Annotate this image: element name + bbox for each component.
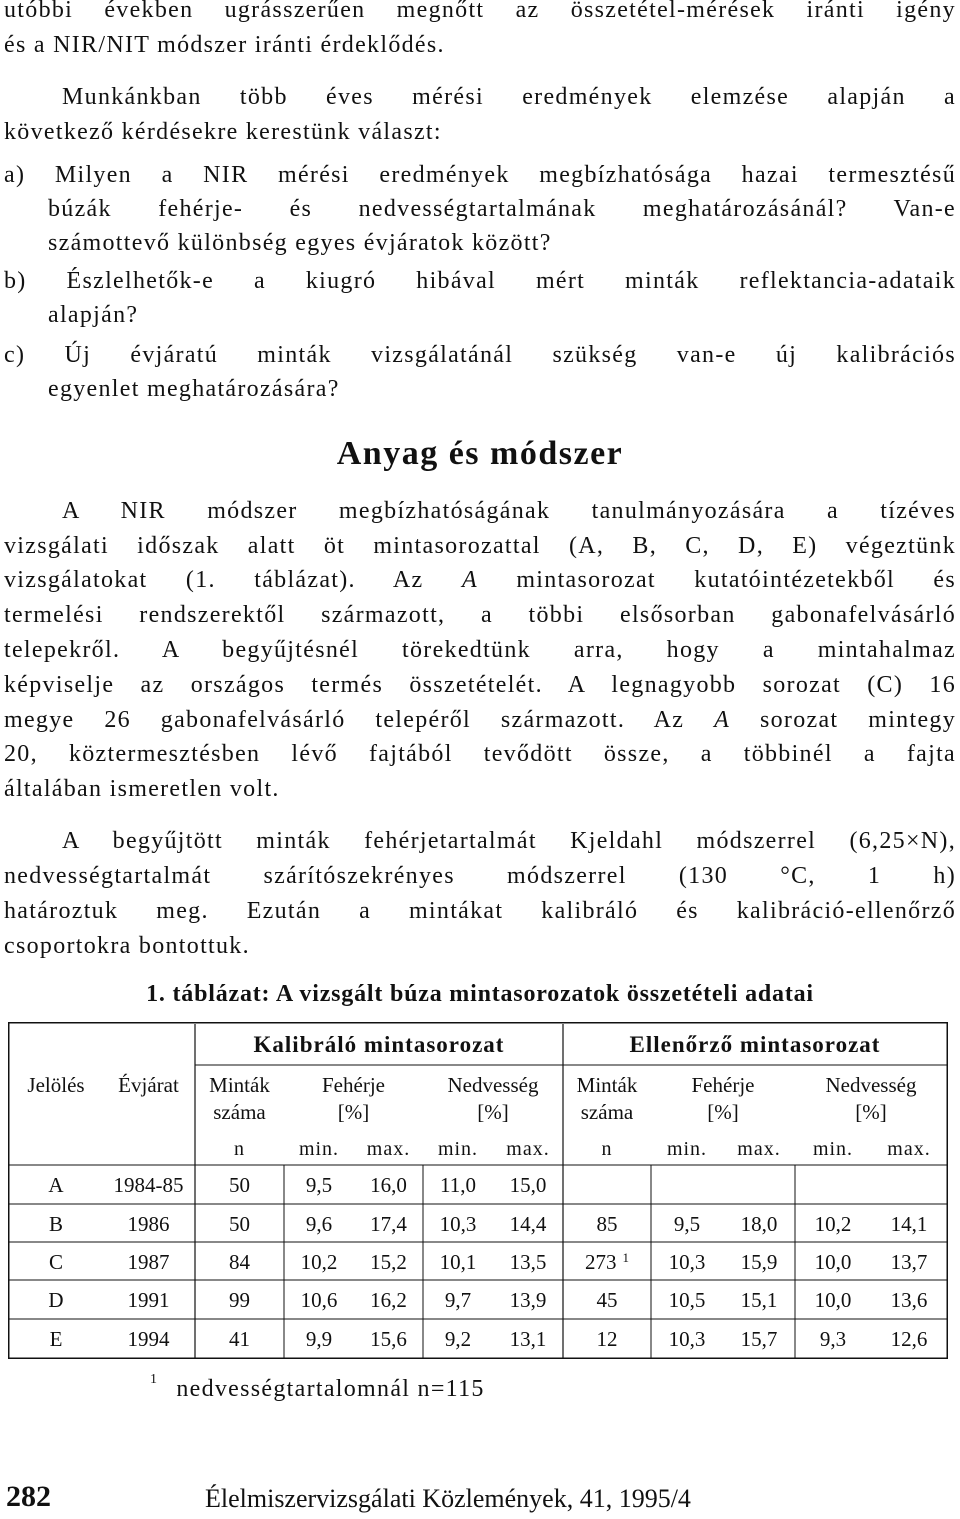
cell-jeloles xyxy=(10,1286,102,1314)
col-header-szama: száma xyxy=(580,1100,634,1124)
table-footnote xyxy=(150,1372,485,1403)
cell-calib-moisture-min xyxy=(423,1286,493,1314)
sub-header-min: min. xyxy=(666,1138,708,1160)
cell-value: 85 xyxy=(596,1212,618,1236)
col-header-nedvesseg-unit: [%] xyxy=(477,1100,509,1124)
cell-calib-protein-max xyxy=(354,1210,423,1238)
cell-value: 10,3 xyxy=(668,1250,706,1274)
cell-calib-moisture-max xyxy=(493,1325,563,1353)
cell-jeloles xyxy=(10,1210,102,1238)
cell-calib-moisture-min xyxy=(423,1171,493,1199)
cell-value: 15,6 xyxy=(370,1327,407,1351)
col-header-jeloles: Jelölés xyxy=(27,1073,85,1097)
footnote-ref: 1 xyxy=(622,1250,629,1265)
cell-calib-protein-max xyxy=(354,1325,423,1353)
cell-value: 273 xyxy=(585,1250,617,1274)
cell-value: 41 xyxy=(229,1327,250,1351)
cell-value: 99 xyxy=(229,1288,250,1312)
cell-value: 15,0 xyxy=(509,1173,547,1197)
cell-calib-n xyxy=(195,1248,284,1276)
cell-value: 16,0 xyxy=(370,1173,407,1197)
sub-header-max: max. xyxy=(366,1138,411,1160)
cell-value: 13,5 xyxy=(509,1250,547,1274)
paragraph-line: csoportokra bontottuk. xyxy=(4,933,250,959)
series-a-italic: A xyxy=(461,567,478,593)
cell-calib-protein-min xyxy=(284,1210,354,1238)
body-text-line: Munkánkban több éves mérési eredmények elemzése alapján a xyxy=(62,84,956,110)
cell-valid-protein-min xyxy=(651,1248,723,1276)
paragraph-text: sorozat mintegy xyxy=(759,707,957,733)
cell-valid-n xyxy=(563,1325,651,1353)
col-header-nedvesseg: Nedvesség xyxy=(447,1073,539,1097)
cell-value: 10,6 xyxy=(300,1288,338,1312)
cell-calib-moisture-min xyxy=(423,1210,493,1238)
question-a-line: számottevő különbség egyes évjáratok között? xyxy=(48,230,552,256)
cell-value: 9,3 xyxy=(819,1327,847,1351)
cell-valid-moisture-min xyxy=(795,1325,871,1353)
cell-value: E xyxy=(49,1327,63,1351)
col-header-szama: száma xyxy=(213,1100,266,1124)
section-heading: Anyag és módszer xyxy=(336,435,624,472)
sub-header-min: min. xyxy=(298,1138,340,1160)
cell-jeloles xyxy=(10,1325,102,1353)
cell-calib-protein-max xyxy=(354,1286,423,1314)
cell-value: 13,1 xyxy=(509,1327,547,1351)
cell-valid-moisture-min xyxy=(795,1286,871,1314)
cell-calib-moisture-min xyxy=(423,1325,493,1353)
question-a-line: a) Milyen a NIR mérési eredmények megbízhatósága hazai termesztésű xyxy=(4,162,956,188)
cell-calib-n xyxy=(195,1210,284,1238)
sub-header-n: n xyxy=(234,1138,245,1160)
paragraph-line: képviselje az országos termés összetételét. A legnagyobb sorozat (C) 16 xyxy=(4,672,956,698)
paragraph-line: nedvességtartalmát szárítószekrényes módszerrel (130 °C, 1 h) xyxy=(4,863,956,889)
cell-value: 10,5 xyxy=(668,1288,706,1312)
cell-value: 1987 xyxy=(127,1250,170,1274)
cell-valid-n xyxy=(563,1210,651,1238)
cell-value: 50 xyxy=(229,1173,250,1197)
cell-value: 10,3 xyxy=(439,1212,477,1236)
cell-value: 9,7 xyxy=(444,1288,472,1312)
cell-value: 1994 xyxy=(127,1327,170,1351)
cell-calib-protein-min xyxy=(284,1171,354,1199)
cell-value: 11,0 xyxy=(440,1173,476,1197)
cell-valid-n xyxy=(563,1248,651,1276)
cell-value: 9,9 xyxy=(305,1327,333,1351)
cell-value: 16,2 xyxy=(370,1288,407,1312)
cell-value: 12 xyxy=(596,1327,618,1351)
paragraph-line: általában ismeretlen volt. xyxy=(4,776,280,802)
cell-valid-moisture-min xyxy=(795,1248,871,1276)
footnote-mark: 1 xyxy=(150,1372,159,1387)
journal-citation: Élelmiszervizsgálati Közlemények, 41, 1995/4 xyxy=(205,1484,691,1513)
col-header-feherje: Fehérje xyxy=(322,1073,385,1097)
cell-evjarat xyxy=(102,1171,195,1199)
paragraph-text: mintasorozat kutatóintézetekből és xyxy=(516,567,956,593)
cell-value: 1986 xyxy=(127,1212,170,1236)
cell-value: 9,5 xyxy=(673,1212,701,1236)
cell-value: B xyxy=(48,1212,63,1236)
series-a-italic: A xyxy=(714,707,731,733)
cell-value: 9,6 xyxy=(305,1212,333,1236)
body-text-line: következő kérdésekre kerestünk választ: xyxy=(4,119,442,145)
cell-evjarat xyxy=(102,1210,195,1238)
cell-calib-protein-min xyxy=(284,1325,354,1353)
col-header-nedvesseg: Nedvesség xyxy=(825,1073,917,1097)
question-b-line: alapján? xyxy=(48,302,139,328)
cell-calib-protein-max xyxy=(354,1248,423,1276)
data-table xyxy=(8,1022,948,1359)
paragraph-line xyxy=(4,563,956,597)
cell-value: 15,9 xyxy=(740,1250,778,1274)
question-c-line: egyenlet meghatározására? xyxy=(48,376,340,402)
group-header-validation: Ellenőrző mintasorozat xyxy=(629,1032,881,1057)
page-number: 282 xyxy=(6,1480,51,1513)
sub-header-max: max. xyxy=(506,1138,550,1160)
paragraph-line: termelési rendszerektől származott, a többi elsősorban gabonafelvásárló xyxy=(4,602,956,628)
cell-valid-moisture-max xyxy=(871,1286,947,1314)
cell-calib-n xyxy=(195,1171,284,1199)
sub-header-max: max. xyxy=(737,1138,781,1160)
cell-value: 45 xyxy=(596,1288,618,1312)
paragraph-line: vizsgálati időszak alatt öt mintasorozattal (A, B, C, D, E) végeztünk xyxy=(4,533,956,559)
sub-header-min: min. xyxy=(437,1138,479,1160)
col-header-mintak: Minták xyxy=(209,1073,270,1097)
paragraph-line: határoztuk meg. Ezután a mintákat kalibráló és kalibráció-ellenőrző xyxy=(4,898,956,924)
question-a-line: búzák fehérje- és nedvességtartalmának meghatározásánál? Van-e xyxy=(48,196,956,222)
cell-valid-protein-max xyxy=(723,1286,795,1314)
paragraph-line xyxy=(4,703,956,737)
cell-calib-moisture-max xyxy=(493,1210,563,1238)
table-caption: 1. táblázat: A vizsgált búza mintasorozatok összetételi adatai xyxy=(146,981,814,1007)
cell-value: 13,9 xyxy=(509,1288,547,1312)
cell-jeloles xyxy=(10,1248,102,1276)
cell-calib-moisture-max xyxy=(493,1248,563,1276)
sub-header-max: max. xyxy=(887,1138,931,1160)
cell-value: 12,6 xyxy=(890,1327,928,1351)
cell-value: 9,2 xyxy=(444,1327,472,1351)
cell-evjarat xyxy=(102,1248,195,1276)
cell-value: 18,0 xyxy=(740,1212,778,1236)
cell-value: 9,5 xyxy=(305,1173,333,1197)
paragraph-line: telepekről. A begyűjtésnél törekedtünk arra, hogy a mintahalmaz xyxy=(4,637,956,663)
group-header-calibration: Kalibráló mintasorozat xyxy=(253,1032,505,1057)
cell-value: A xyxy=(48,1173,64,1197)
paragraph-text: vizsgálatokat (1. táblázat). Az xyxy=(4,567,424,593)
cell-value: 15,1 xyxy=(740,1288,778,1312)
cell-value: 84 xyxy=(229,1250,250,1274)
cell-value: 15,2 xyxy=(370,1250,407,1274)
cell-calib-n xyxy=(195,1286,284,1314)
cell-calib-protein-max xyxy=(354,1171,423,1199)
cell-value: 1991 xyxy=(127,1288,170,1312)
body-text-line: utóbbi években ugrásszerűen megnőtt az összetétel-mérések iránti igény xyxy=(4,0,956,23)
cell-valid-moisture-min xyxy=(795,1210,871,1238)
cell-valid-protein-max xyxy=(723,1210,795,1238)
cell-calib-moisture-max xyxy=(493,1171,563,1199)
cell-evjarat xyxy=(102,1325,195,1353)
cell-valid-protein-max xyxy=(723,1325,795,1353)
paragraph-line: A begyűjtött minták fehérjetartalmát Kjeldahl módszerrel (6,25×N), xyxy=(62,828,956,854)
cell-valid-n xyxy=(563,1286,651,1314)
col-header-feherje: Fehérje xyxy=(691,1073,755,1097)
cell-valid-protein-max xyxy=(723,1248,795,1276)
question-b-line: b) Észlelhetők-e a kiugró hibával mért minták reflektancia-adataik xyxy=(4,268,956,294)
cell-calib-protein-min xyxy=(284,1248,354,1276)
cell-calib-n xyxy=(195,1325,284,1353)
col-header-feherje-unit: [%] xyxy=(707,1100,739,1124)
cell-calib-protein-min xyxy=(284,1286,354,1314)
cell-value: 10,3 xyxy=(668,1327,706,1351)
cell-value: 10,1 xyxy=(439,1250,477,1274)
cell-calib-moisture-max xyxy=(493,1286,563,1314)
body-text-line: és a NIR/NIT módszer iránti érdeklődés. xyxy=(4,32,445,58)
question-c-line: c) Új évjáratú minták vizsgálatánál szükség van-e új kalibrációs xyxy=(4,342,956,368)
sub-header-n: n xyxy=(601,1138,613,1160)
footnote-text: nedvességtartalomnál n=115 xyxy=(176,1376,485,1402)
cell-value: 14,4 xyxy=(509,1212,547,1236)
cell-valid-protein-min xyxy=(651,1325,723,1353)
cell-evjarat xyxy=(102,1286,195,1314)
cell-value: 13,7 xyxy=(890,1250,928,1274)
cell-value: D xyxy=(48,1288,64,1312)
paragraph-text: megye 26 gabonafelvásárló telepéről származott. Az xyxy=(4,707,685,733)
cell-jeloles xyxy=(10,1171,102,1199)
cell-value: C xyxy=(48,1250,63,1274)
cell-valid-moisture-max xyxy=(871,1325,947,1353)
cell-valid-protein-min xyxy=(651,1286,723,1314)
cell-value: 14,1 xyxy=(890,1212,928,1236)
paragraph-line: A NIR módszer megbízhatóságának tanulmányozására a tízéves xyxy=(62,498,956,524)
paragraph-line: 20, köztermesztésben lévő fajtából tevődött össze, a többinél a fajta xyxy=(4,741,956,767)
col-header-mintak: Minták xyxy=(576,1073,638,1097)
col-header-nedvesseg-unit: [%] xyxy=(855,1100,887,1124)
sub-header-min: min. xyxy=(812,1138,854,1160)
cell-value: 13,6 xyxy=(890,1288,928,1312)
col-header-feherje-unit: [%] xyxy=(337,1100,370,1124)
cell-value: 10,0 xyxy=(814,1250,852,1274)
cell-valid-protein-min xyxy=(651,1210,723,1238)
cell-value: 50 xyxy=(229,1212,250,1236)
cell-value: 10,0 xyxy=(814,1288,852,1312)
cell-value: 15,7 xyxy=(740,1327,778,1351)
col-header-evjarat: Évjárat xyxy=(118,1073,179,1097)
cell-value: 17,4 xyxy=(370,1212,407,1236)
cell-value: 10,2 xyxy=(814,1212,852,1236)
cell-value: 10,2 xyxy=(300,1250,338,1274)
cell-valid-moisture-max xyxy=(871,1248,947,1276)
cell-valid-moisture-max xyxy=(871,1210,947,1238)
cell-calib-moisture-min xyxy=(423,1248,493,1276)
cell-value: 1984-85 xyxy=(113,1173,184,1197)
